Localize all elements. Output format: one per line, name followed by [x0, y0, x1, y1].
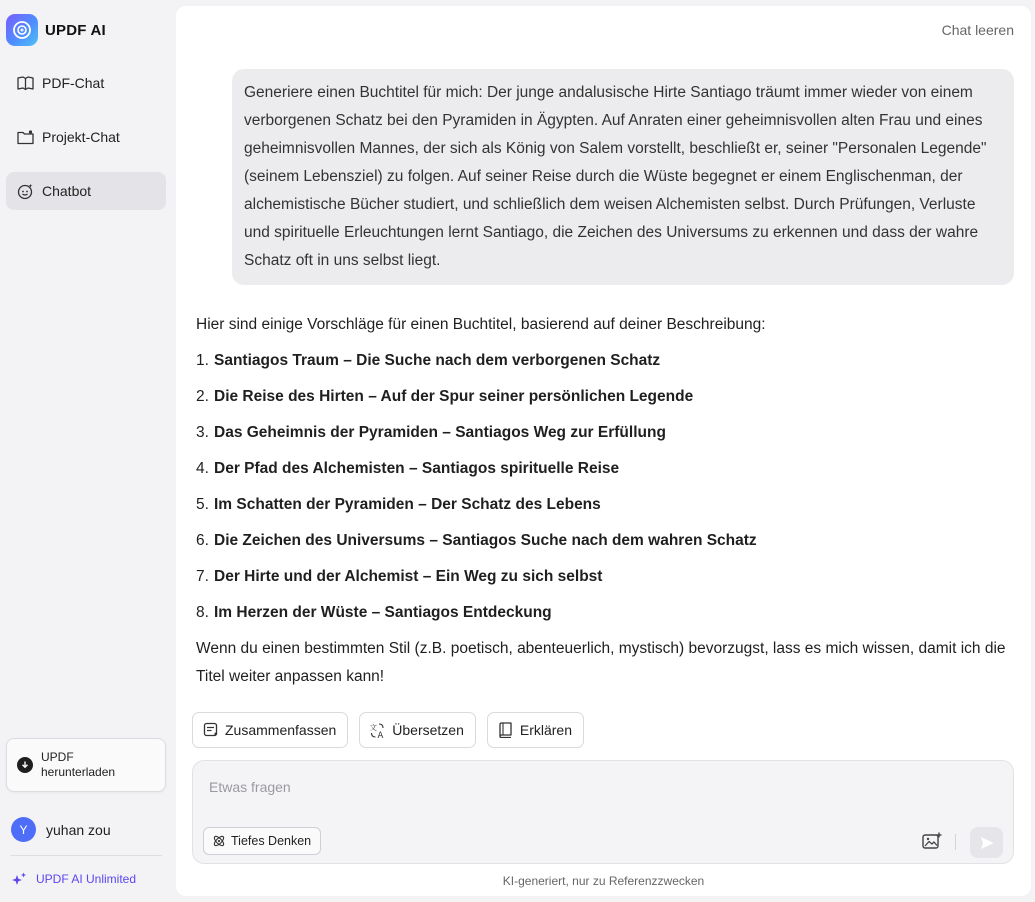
- sidebar-item-label: Chatbot: [42, 183, 92, 199]
- deep-think-label: Tiefes Denken: [231, 834, 312, 848]
- ask-input[interactable]: [209, 777, 969, 797]
- disclaimer-text: KI-generiert, nur zu Referenzzwecken: [502, 874, 705, 888]
- clear-chat-button[interactable]: Chat leeren: [941, 22, 1014, 38]
- list-item: 7. Der Hirte und der Alchemist – Ein Weg zu sich selbst: [196, 568, 603, 585]
- book-open-icon: [16, 74, 34, 92]
- chatbot-icon: [16, 182, 34, 200]
- sidebar-item-label: Projekt-Chat: [42, 129, 120, 145]
- list-item: 6. Die Zeichen des Universums – Santiagos Suche nach dem wahren Schatz: [196, 532, 757, 549]
- message-composer: [192, 760, 1014, 864]
- list-item: 1. Santiagos Traum – Die Suche nach dem verborgenen Schatz: [196, 352, 661, 369]
- list-item: 5. Im Schatten der Pyramiden – Der Schatz des Lebens: [196, 496, 601, 513]
- image-upload-icon: [922, 832, 942, 850]
- summarize-button[interactable]: [192, 712, 348, 748]
- answer-outro: Wenn du einen bestimmten Stil (z.B. poetisch, abenteuerlich, mystisch) bevorzugst, lass es mich wissen, damit ich die Titel weiter anpassen kann!: [196, 640, 1006, 685]
- send-icon: [979, 835, 995, 851]
- composer-divider: [955, 834, 956, 850]
- translate-button[interactable]: [359, 712, 476, 748]
- download-icon: [17, 757, 33, 773]
- download-updf-button[interactable]: [6, 738, 166, 792]
- svg-text:A: A: [377, 730, 384, 739]
- sidebar-item-label: PDF-Chat: [42, 75, 105, 91]
- folder-icon: [16, 128, 34, 146]
- answer-intro: Hier sind einige Vorschläge für einen Buchtitel, basierend auf deiner Beschreibung:: [196, 316, 766, 333]
- user-name: yuhan zou: [46, 821, 111, 838]
- updf-ai-unlimited-link[interactable]: [11, 872, 136, 886]
- book-icon: [497, 722, 514, 739]
- sidebar-item-pdf-chat[interactable]: [6, 64, 166, 102]
- list-item: 8. Im Herzen der Wüste – Santiagos Entdeckung: [196, 604, 552, 621]
- sparkle-icon: [11, 872, 27, 886]
- sidebar-item-chatbot[interactable]: [6, 172, 166, 210]
- list-item: 4. Der Pfad des Alchemisten – Santiagos spirituelle Reise: [196, 460, 620, 477]
- assistant-message: [196, 311, 1011, 691]
- chat-panel: [176, 6, 1031, 896]
- download-label: UPDF herunterladen: [41, 750, 116, 779]
- upload-image-button[interactable]: [921, 830, 943, 852]
- brand: [6, 14, 106, 46]
- atom-icon: [212, 834, 226, 848]
- sidebar-divider: [10, 855, 162, 856]
- sidebar: [0, 0, 172, 902]
- brand-title: UPDF AI: [45, 21, 106, 39]
- deep-think-toggle[interactable]: [203, 827, 321, 855]
- user-message-bubble: Generiere einen Buchtitel für mich: Der junge andalusische Hirte Santiago träumt immer wieder von einem verborgenen Schatz bei den Pyramiden in Ägypten. Auf Anraten einer geheimnisvollen alten Frau und eines geheimnisvollen Mannes, der sich als König von Salem vorstellt, beschließt er, seiner "Personalen Legende" (seinem Lebensziel) zu folgen. Auf seiner Reise durch die Wüste begegnet er einem Englischenman, der alchemistische Bücher studiert, und schließlich dem weisen Alchemisten selbst. Durch Prüfungen, Verluste und spirituelle Erleuchtungen lernt Santiago, die Zeichen des Universums zu erkennen und dass der wahre Schatz oft in uns selbst liegt.: [232, 69, 1014, 285]
- unlimited-label: UPDF AI Unlimited: [36, 872, 137, 886]
- summarize-icon: [202, 722, 219, 739]
- avatar: Y: [11, 817, 36, 842]
- translate-icon: [369, 722, 386, 739]
- explain-label: Erklären: [519, 722, 573, 738]
- send-button[interactable]: [970, 827, 1003, 858]
- sidebar-item-projekt-chat[interactable]: [6, 118, 166, 156]
- updf-logo-icon: [6, 14, 38, 46]
- explain-button[interactable]: [487, 712, 584, 748]
- svg-text:文: 文: [369, 722, 378, 732]
- list-item: 3. Das Geheimnis der Pyramiden – Santiagos Weg zur Erfüllung: [196, 424, 666, 441]
- title-suggestions-list: [196, 347, 1011, 635]
- quick-actions: [192, 712, 595, 748]
- translate-label: Übersetzen: [392, 722, 464, 738]
- user-profile[interactable]: [11, 817, 111, 842]
- list-item: 2. Die Reise des Hirten – Auf der Spur seiner persönlichen Legende: [196, 388, 694, 405]
- summarize-label: Zusammenfassen: [225, 722, 337, 738]
